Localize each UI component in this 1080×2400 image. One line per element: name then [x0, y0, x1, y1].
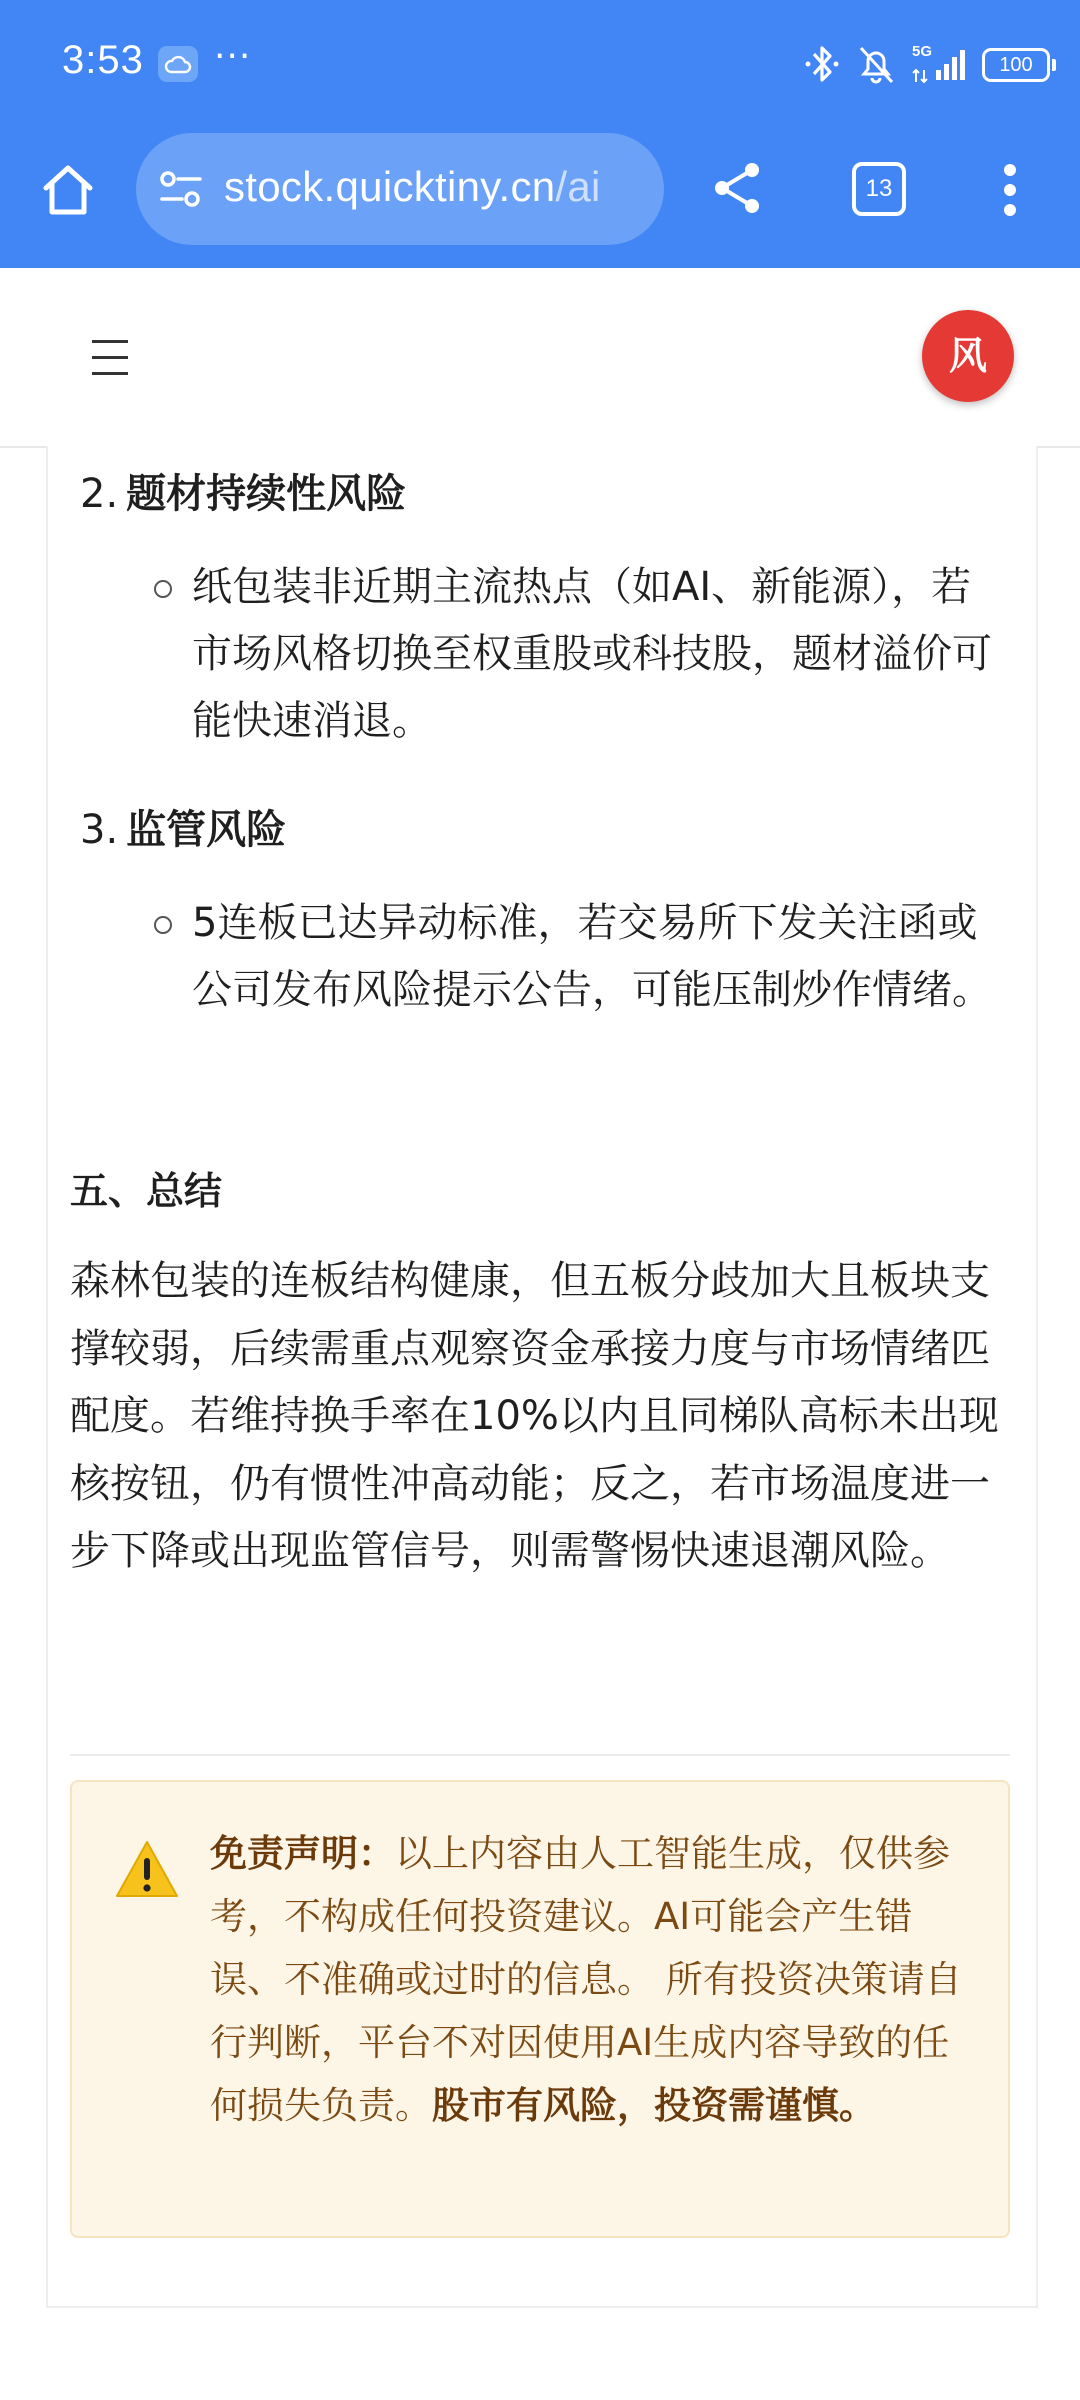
bullet-icon	[154, 916, 172, 934]
disclaimer-text	[210, 1822, 976, 2137]
risk-item-bullet: 纸包装非近期主流热点（如AI、新能源），若市场风格切换至权重股或科技股，题材溢价可能快速消退。	[192, 564, 992, 744]
summary-heading: 五、总结	[70, 1169, 223, 1213]
risk-item-number: 3.	[80, 807, 119, 853]
svg-text:5G: 5G	[912, 43, 933, 60]
warning-icon	[114, 1838, 180, 1900]
battery-icon	[982, 48, 1050, 82]
hamburger-icon[interactable]	[92, 340, 132, 376]
signal-5g-icon	[912, 42, 976, 86]
more-vert-icon[interactable]	[990, 158, 1030, 222]
bullet-icon	[154, 580, 172, 598]
url-path: /ai	[555, 163, 601, 210]
risk-item-number: 2.	[80, 471, 119, 517]
disclaimer-emphasis: 股市有风险，投资需谨慎。	[432, 2084, 876, 2127]
bell-off-icon	[854, 42, 898, 86]
divider	[70, 1754, 1010, 1756]
disclaimer-box	[70, 1780, 1010, 2238]
site-header	[0, 268, 1080, 448]
disclaimer-body: 以上内容由人工智能生成，仅供参考，不构成任何投资建议。AI可能会产生错误、不准确或过时的信息。 所有投资决策请自行判断，平台不对因使用AI生成内容导致的任何损失负责。	[210, 1832, 962, 2127]
url-host: stock.quicktiny.cn	[224, 163, 556, 210]
status-bar	[0, 0, 1080, 130]
summary-text: 森林包装的连板结构健康，但五板分歧加大且板块支撑较弱，后续需重点观察资金承接力度与市场情绪匹配度。若维持换手率在10%以内且同梯队高标未出现核按钮，仍有惯性冲高动能；反之，若市场温度进一步下降或出现监管信号，则需警惕快速退潮风险。	[70, 1258, 999, 1574]
risk-item-title	[80, 462, 406, 519]
browser-chrome	[0, 0, 1080, 268]
status-time: 3:53	[62, 38, 144, 82]
cloud-icon	[158, 46, 198, 82]
share-icon[interactable]	[706, 156, 770, 220]
avatar[interactable]: 风	[922, 310, 1014, 402]
disclaimer-label: 免责声明：	[210, 1832, 395, 1875]
risk-item-title-text: 题材持续性风险	[126, 471, 407, 517]
tabs-icon[interactable]: 13	[852, 162, 906, 216]
home-icon[interactable]	[36, 158, 100, 222]
bluetooth-icon	[802, 42, 842, 86]
tune-icon[interactable]	[158, 169, 204, 209]
risk-item-bullet: 5连板已达异动标准，若交易所下发关注函或公司发布风险提示公告，可能压制炒作情绪。	[192, 900, 992, 1013]
notification-more: ···	[214, 36, 252, 77]
address-bar[interactable]	[136, 133, 664, 245]
risk-item-title-text: 监管风险	[126, 807, 287, 853]
url-text[interactable]	[224, 163, 601, 211]
browser-toolbar	[0, 130, 1080, 268]
battery-level: 100	[982, 48, 1050, 82]
risk-item-title	[80, 798, 286, 855]
